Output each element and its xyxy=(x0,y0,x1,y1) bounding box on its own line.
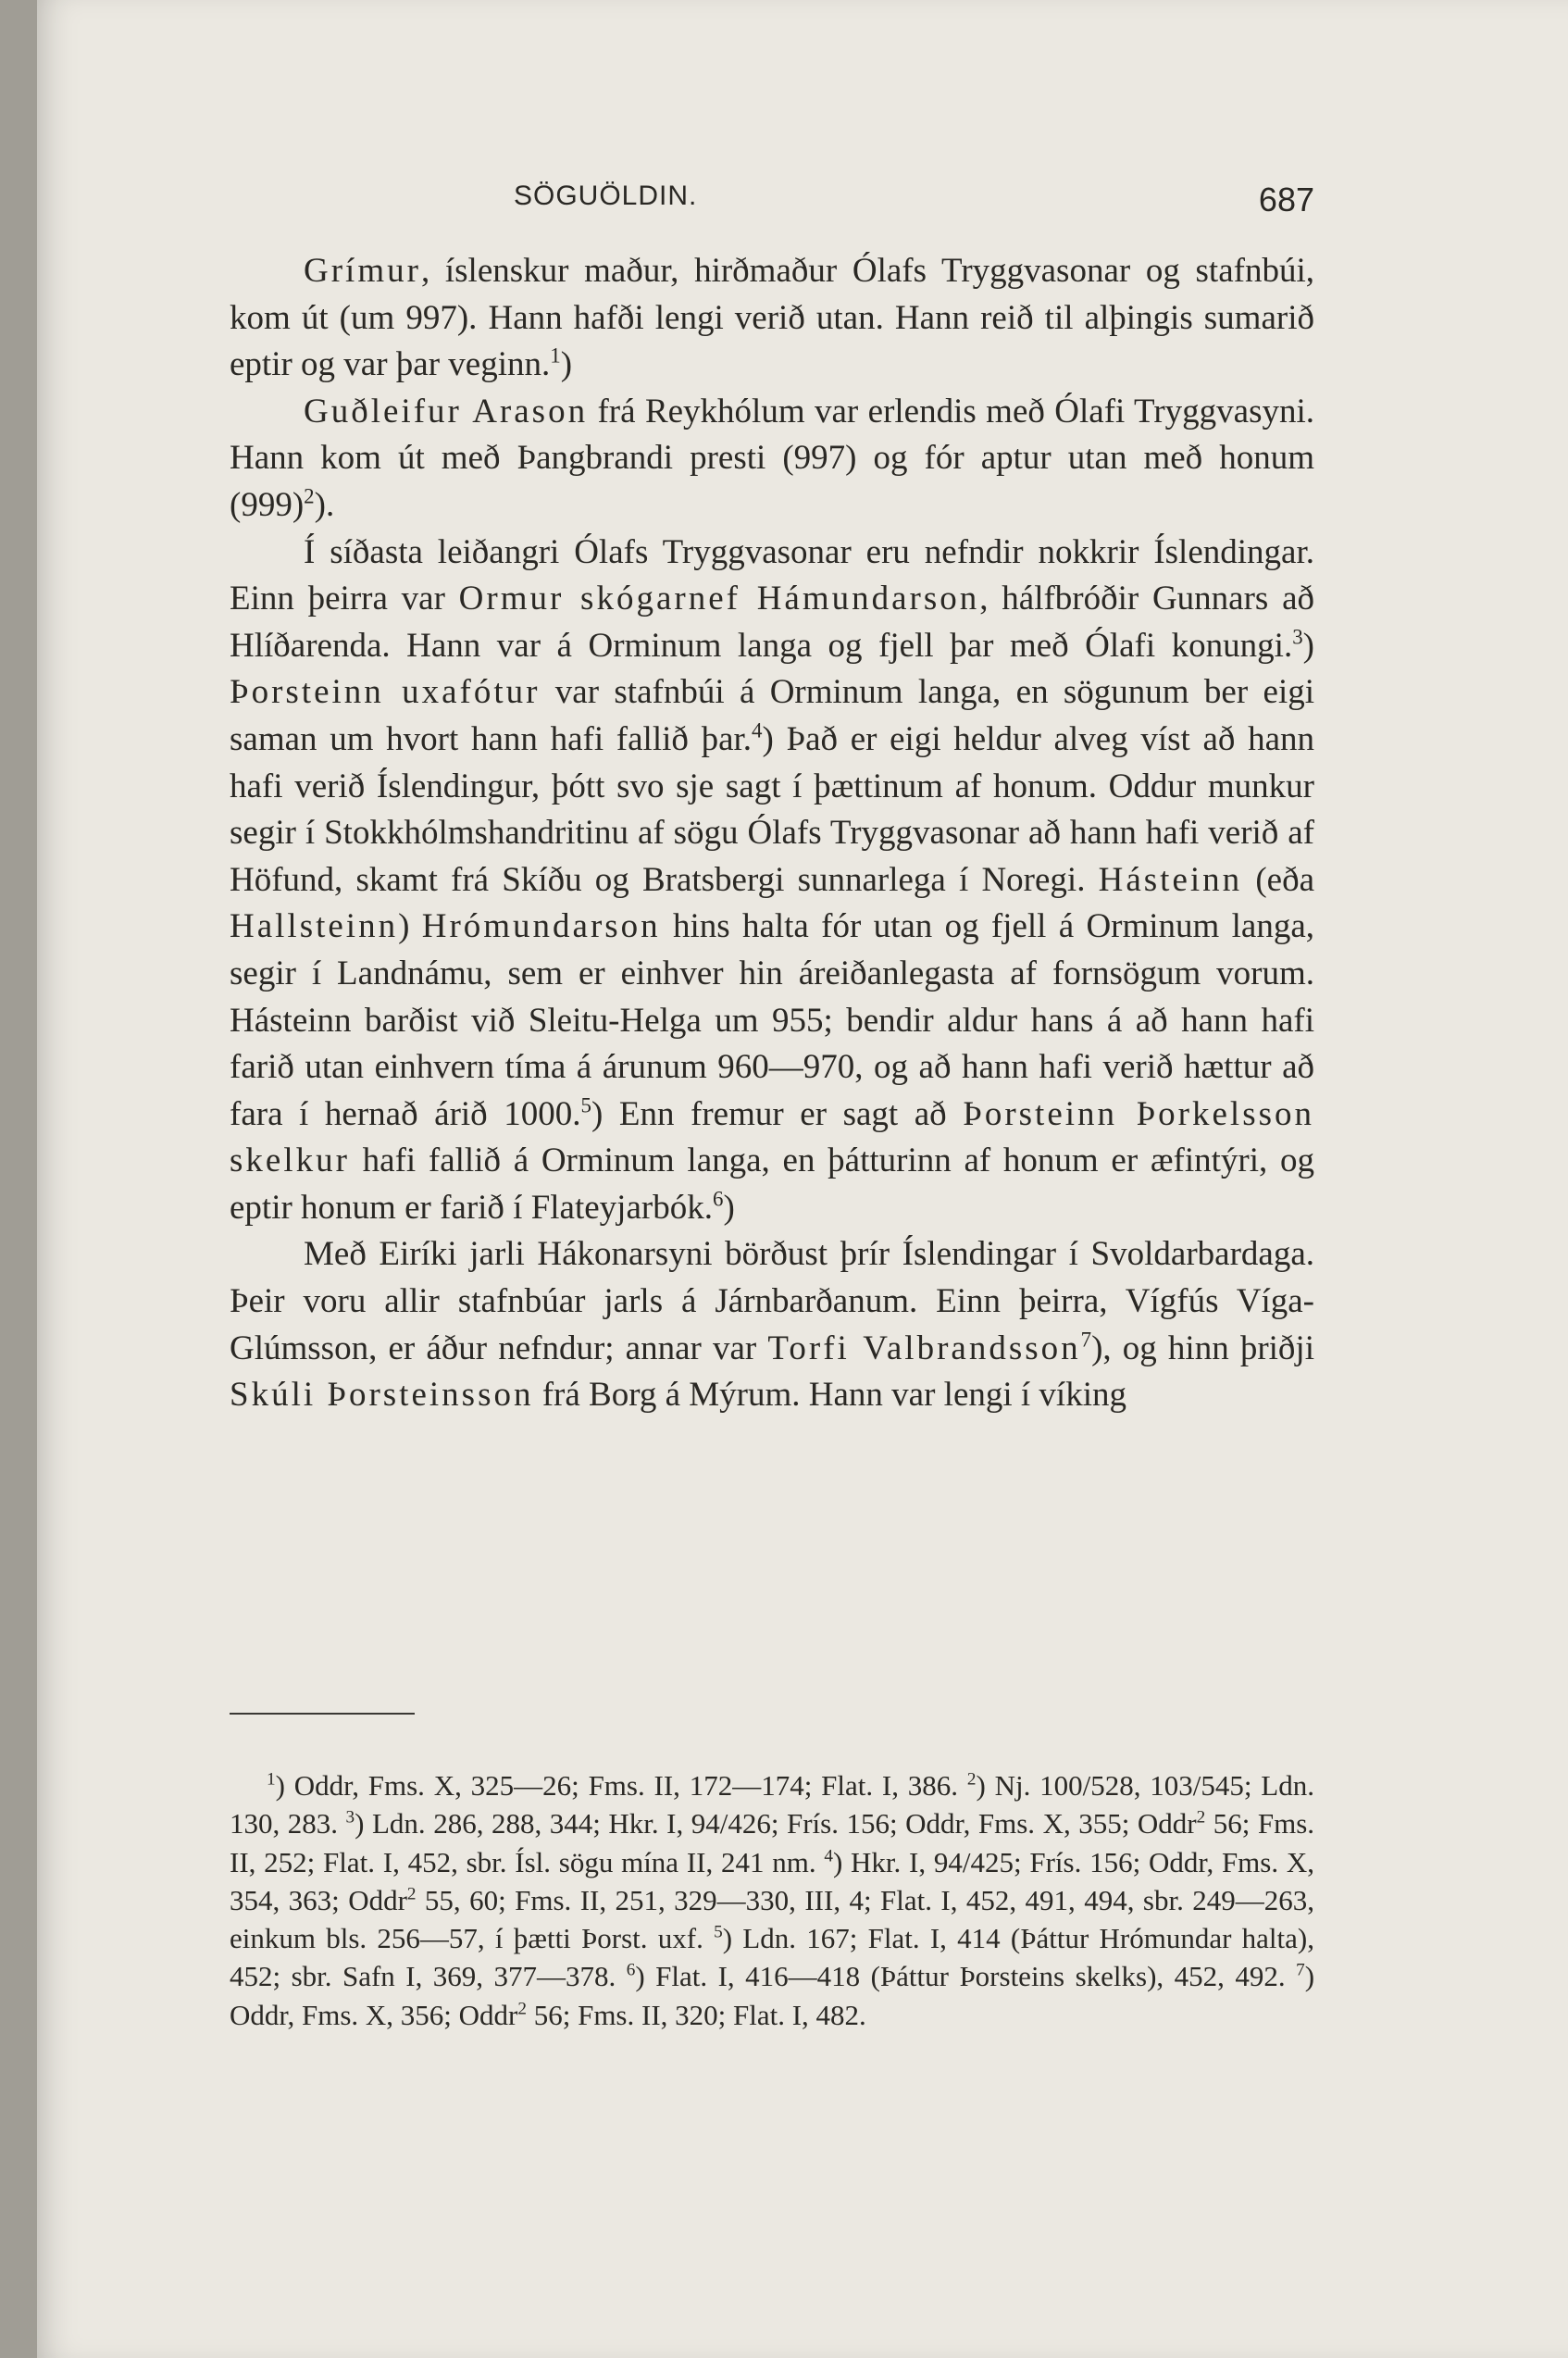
paragraph-svoldarbardagi: Með Eiríki jarli Hákonarsyni börðust þrír Íslendingar í Svoldarbardaga. Þeir voru allir stafnbúar jarls á Járnbarðanum. Einn þeirra, Vígfús Víga-Glúmsson, er áður nefndur; annar var Torfi Valbrandsson$^7$), og hinn þriðji Skúli Þorsteinsson frá Borg á Mýrum. Hann var lengi í víking xyxy=(230,1235,1314,1415)
running-title: SÖGUÖLDIN. xyxy=(514,181,698,211)
page-number: 687 xyxy=(1258,181,1314,218)
paragraph-grimur: Grímur, íslenskur maður, hirðmaður Ólafs Tryggvasonar og stafnbúi, kom út (um 997). Hann hafði lengi verið utan. Hann reið til alþingis sumarið eptir og var þar veginn.$^1$) xyxy=(230,252,1314,384)
footnotes xyxy=(230,1766,1314,2034)
paragraph-ormurinn-langi: Í síðasta leiðangri Ólafs Tryggvasonar eru nefndir nokkrir Íslendingar. Einn þeirra var Ormur skógarnef Hámundarson, hálfbróðir Gunnars að Hlíðarenda. Hann var á Orminum langa og fjell þar með Ólafi konungi.$^3$) Þorsteinn uxafótur var stafnbúi á Orminum langa, en sögunum ber eigi saman um hvort hann hafi fallið þar.$^4$) Það er eigi heldur alveg víst að hann hafi verið Íslendingur, þótt svo sje sagt í þættinum af honum. Oddur munkur segir í Stokkhólmshandritinu af sögu Ólafs Tryggvasonar að hann hafi verið af Höfund, skamt frá Skíðu og Bratsbergi sunnarlega í Noregi. Hásteinn (eða Hallsteinn) Hrómundarson hins halta fór utan og fjell á Orminum langa, segir í Landnámu, sem er einhver hin áreiðanlegasta af fornsögum vorum. Hásteinn barðist við Sleitu-Helga um 955; bendir aldur hans á að hann hafi farið utan einhvern tíma á árunum 960—970, og að hann hafi verið hættur að fara í hernað árið 1000.$^5$) Enn fremur er sagt að Þorsteinn Þorkelsson skelkur hafi fallið á Orminum langa, en þátturinn af honum er æfintýri, og eptir honum er farið í Flateyjarbók.$^6$) xyxy=(230,532,1315,1227)
main-text xyxy=(230,248,1314,1419)
footnote-block: $^1$) Oddr, Fms. X, 325—26; Fms. II, 172—174; Flat. I, 386. $^2$) Nj. 100/528, 103/545; Ldn. 130, 283. $^3$) Ldn. 286, 288, 344; Hkr. I, 94/426; Frís. 156; Oddr, Fms. X, 355; Oddr$^2$ 56; Fms. II, 252; Flat. I, 452, sbr. Ísl. sögu mína II, 241 nm. $^4$) Hkr. I, 94/425; Frís. 156; Oddr, Fms. X, 354, 363; Oddr$^2$ 55, 60; Fms. II, 251, 329—330, III, 4; Flat. I, 452, 491, 494, sbr. 249—263, einkum bls. 256—57, í þætti Þorst. uxf. $^5$) Ldn. 167; Flat. I, 414 (Þáttur Hrómundar halta), 452; sbr. Safn I, 369, 377—378. $^6$) Flat. I, 416—418 (Þáttur Þorsteins skelks), 452, 492. $^7$) Oddr, Fms. X, 356; Oddr$^2$ 56; Fms. II, 320; Flat. I, 482. xyxy=(230,1769,1315,2031)
paragraph-gudleifur: Guðleifur Arason frá Reykhólum var erlendis með Ólafi Tryggvasyni. Hann kom út með Þangbrandi presti (997) og fór aptur utan með honum $(999)^2$). xyxy=(230,392,1315,524)
page-header xyxy=(230,181,1314,222)
footnote-divider xyxy=(230,1713,415,1715)
